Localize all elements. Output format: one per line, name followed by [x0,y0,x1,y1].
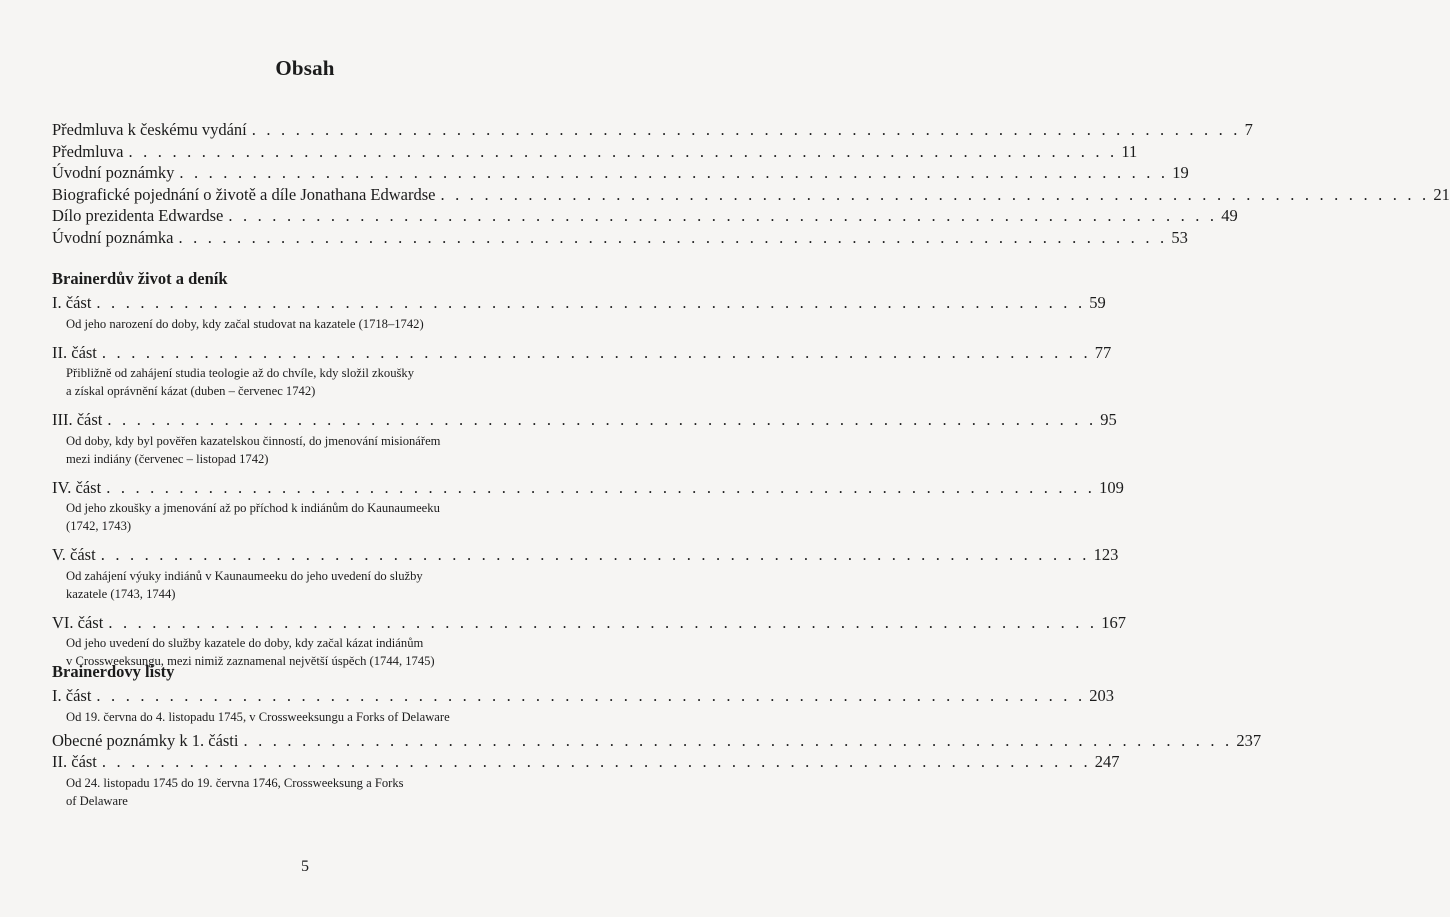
toc-entry[interactable] [52,342,1112,364]
description-line: Od zahájení výuky indiánů v Kaunaumeeku do jeho uvedení do služby [66,568,423,583]
description-line: Přibližně od zahájení studia teologie až do chvíle, kdy složil zkoušky [66,366,414,380]
toc-section-brainerd-letters [52,661,1262,810]
dot-leader: . . . . . . . . . . . . . . . . . . . . . . . . . . . . . . . . . . . . . . . . . . . . . . . . . . . . . . . . . . . . . . . . . . . . [96,686,1086,705]
toc-entry-label: V. část [52,545,96,564]
dot-leader: . . . . . . . . . . . . . . . . . . . . . . . . . . . . . . . . . . . . . . . . . . . . . . . . . . . . . . . . . . . . . . . . . . . . [228,206,1218,225]
description-line: (1742, 1743) [66,519,132,533]
toc-entry-page: 11 [1121,141,1138,161]
toc-entry[interactable] [52,162,1189,184]
toc-entry-page: 7 [1244,120,1253,139]
toc-entry[interactable] [52,141,1138,163]
description-line: kazatele (1743, 1744) [66,586,176,601]
description-line: mezi indiány (červenec – listopad 1742) [66,451,269,466]
toc-entry-label: II. část [52,752,97,771]
toc-entry[interactable] [52,409,1117,431]
toc-entry[interactable] [52,730,1262,752]
dot-leader: . . . . . . . . . . . . . . . . . . . . . . . . . . . . . . . . . . . . . . . . . . . . . . . . . . . . . . . . . . . . . . . . . . . . [107,410,1097,429]
toc-entry-label: I. část [52,293,92,312]
toc-entry-page: 49 [1221,206,1238,225]
toc-entry-label: VI. část [52,612,104,632]
toc-entry-label: Úvodní poznámky [52,163,175,182]
toc-entry-description [52,432,502,468]
toc-entry-page: 109 [1099,477,1124,497]
toc-entry-label: III. část [52,410,103,429]
dot-leader: . . . . . . . . . . . . . . . . . . . . . . . . . . . . . . . . . . . . . . . . . . . . . . . . . . . . . . . . . . . . . . . . . . . . [100,545,1090,564]
description-line: v Crossweeksungu, mezi nimiž zaznamenal největší úspěch (1744, 1745) [66,654,435,668]
description-line: of Delaware [66,793,128,808]
toc-entry-label: Dílo prezidenta Edwardse [52,206,224,225]
dot-leader: . . . . . . . . . . . . . . . . . . . . . . . . . . . . . . . . . . . . . . . . . . . . . . . . . . . . . . . . . . . . . . . . . . . . [108,612,1098,632]
toc-entry-label: I. část [52,686,92,705]
toc-entry[interactable] [52,119,1253,141]
toc-entry[interactable] [52,184,1450,206]
description-line: a získal oprávnění kázat (duben – červenec 1742) [66,384,316,398]
toc-entry-label: II. část [52,342,97,362]
toc-entry-page: 237 [1236,730,1262,750]
dot-leader: . . . . . . . . . . . . . . . . . . . . . . . . . . . . . . . . . . . . . . . . . . . . . . . . . . . . . . . . . . . . . . . . . . . . [128,141,1118,161]
dot-leader: . . . . . . . . . . . . . . . . . . . . . . . . . . . . . . . . . . . . . . . . . . . . . . . . . . . . . . . . . . . . . . . . . . . . [96,293,1086,312]
toc-entry-page: 123 [1093,545,1119,564]
toc-entry-description [52,774,502,810]
toc-entry-description [52,315,502,333]
toc-entry-page: 95 [1100,410,1117,429]
description-line: Od 24. listopadu 1745 do 19. června 1746, Crossweeksung a Forks [66,775,404,790]
page-title: Obsah [275,56,335,80]
toc-entry[interactable] [52,227,1188,249]
toc-entry-label: Biografické pojednání o životě a díle Jonathana Edwardse [52,184,436,204]
toc-entry-page: 77 [1094,342,1112,362]
toc-entry-description [52,708,502,726]
toc-entry[interactable] [52,685,1115,707]
toc-entry-description [52,567,502,603]
toc-entry-description [52,499,502,535]
toc-entry[interactable] [52,612,1126,634]
dot-leader: . . . . . . . . . . . . . . . . . . . . . . . . . . . . . . . . . . . . . . . . . . . . . . . . . . . . . . . . . . . . . . . . . . . . [440,184,1430,204]
toc-entry-label: Předmluva [52,141,124,161]
dot-leader: . . . . . . . . . . . . . . . . . . . . . . . . . . . . . . . . . . . . . . . . . . . . . . . . . . . . . . . . . . . . . . . . . . . . [251,120,1241,139]
description-line: Od jeho narození do doby, kdy začal studovat na kazatele (1718–1742) [66,316,424,331]
description-line: Od 19. června do 4. listopadu 1745, v Crossweeksungu a Forks of Delaware [66,709,450,724]
section-heading: Brainerdovy listy [52,662,175,681]
page-number: 5 [301,858,309,875]
toc-entry-page: 21 [1433,184,1450,204]
toc-entry-label: Obecné poznámky k 1. části [52,730,239,750]
toc-entry-page: 247 [1094,752,1120,771]
dot-leader: . . . . . . . . . . . . . . . . . . . . . . . . . . . . . . . . . . . . . . . . . . . . . . . . . . . . . . . . . . . . . . . . . . . . [178,227,1168,247]
toc-entry-page: 19 [1172,163,1189,182]
toc-entry[interactable] [52,292,1106,314]
toc-entry-label: IV. část [52,477,102,497]
toc-section-brainerd-life [52,268,1126,670]
description-line: Od doby, kdy byl pověřen kazatelskou činností, do jmenování misionářem [66,433,441,448]
toc-entry-description [52,364,502,400]
toc-entry-label: Předmluva k českému vydání [52,120,247,139]
dot-leader: . . . . . . . . . . . . . . . . . . . . . . . . . . . . . . . . . . . . . . . . . . . . . . . . . . . . . . . . . . . . . . . . . . . . [101,752,1091,771]
toc-entry[interactable] [52,751,1120,773]
dot-leader: . . . . . . . . . . . . . . . . . . . . . . . . . . . . . . . . . . . . . . . . . . . . . . . . . . . . . . . . . . . . . . . . . . . . [243,730,1233,750]
toc-entry-label: Úvodní poznámka [52,227,174,247]
description-line: Od jeho uvedení do služby kazatele do doby, kdy začal kázat indiánům [66,636,424,650]
toc-entry[interactable] [52,477,1124,499]
toc-front-matter [52,119,1450,248]
toc-entry-page: 59 [1089,293,1106,312]
toc-entry-page: 203 [1089,686,1115,705]
dot-leader: . . . . . . . . . . . . . . . . . . . . . . . . . . . . . . . . . . . . . . . . . . . . . . . . . . . . . . . . . . . . . . . . . . . . [179,163,1169,182]
section-heading: Brainerdův život a deník [52,269,228,288]
toc-entry-page: 167 [1101,612,1126,632]
toc-entry[interactable] [52,544,1119,566]
description-line: Od jeho zkoušky a jmenování až po příchod k indiánům do Kaunaumeeku [66,501,440,515]
dot-leader: . . . . . . . . . . . . . . . . . . . . . . . . . . . . . . . . . . . . . . . . . . . . . . . . . . . . . . . . . . . . . . . . . . . . [101,342,1091,362]
dot-leader: . . . . . . . . . . . . . . . . . . . . . . . . . . . . . . . . . . . . . . . . . . . . . . . . . . . . . . . . . . . . . . . . . . . . [106,477,1096,497]
toc-entry[interactable] [52,205,1238,227]
toc-entry-page: 53 [1171,227,1188,247]
